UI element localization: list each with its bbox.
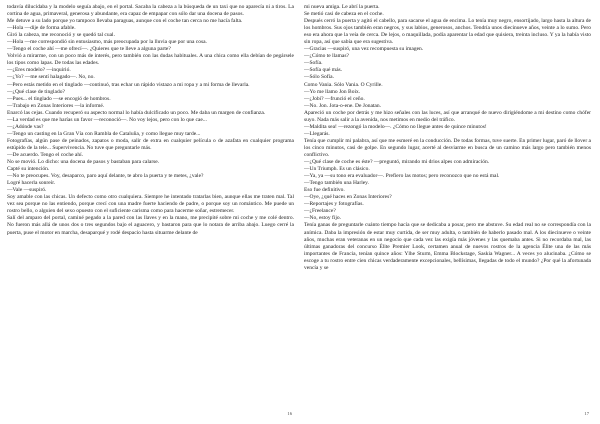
paragraph: —No, estoy fijo. — [304, 215, 341, 222]
paragraph: No se movió. Lo dicho: una docena de pasos y bastaban para calarse. — [7, 159, 160, 166]
paragraph: Salí del amparo del portal, caminé pegado a la pared con las llaves y en la mano, me precipité sobre mi coche y me colé dentro. No fueron más allá de unos dos o tres segundos bajo el aguacero, y bastaron para que lo notara de arriba abajo. Luego cerré la puerta, puse el motor en marcha, desaparqué y rodé despacio hasta situarme delante de — [7, 215, 294, 236]
paragraph: —Pero estás metido en el tinglado —continuó, tras echar un rápido vistazo a mi ropa y a mi forma de llevarla. — [7, 81, 250, 88]
paragraph: Se metió casi de cabeza en el coche. — [304, 11, 384, 18]
paragraph: Fotografías, algún pase de peinados, zapatos o moda, salir de extra en cualquier película o de azafata en cualquier programa estúpido de la tele... Supervivencia. No tuve que preguntarle más. — [7, 137, 294, 151]
paragraph: Logré hacerla sonreír. — [7, 180, 56, 187]
paragraph: —¿Qué clase de coche es éste? —preguntó, mirando mi drios alpes con admiración. — [304, 159, 490, 166]
paragraph: —Un Triumph. Es un clásico. — [304, 166, 370, 173]
paragraph: —De acuerdo. Tengo el coche ahí. — [7, 151, 84, 158]
paragraph: —La verdad es que me harías un favor —reconoció—. No voy lejos, pero con lo que cae... — [7, 116, 207, 123]
left-page-text — [7, 4, 294, 237]
paragraph: —Sólo Sofía. — [304, 74, 334, 81]
paragraph: Tenía ganas de preguntarle cuánto tiempo hacía que se dedicaba a posar, pero me abstuve. Su edad real no se correspondía con la anímica. Daba la impresión de estar muy curtida, de ser muy adulta, o también de haberlo pasado mal. A los diecinueve o veinte años, muchas eran veteranas en un negocio que cada vez las exigía más jóvenes y las quemaba antes. Si no recordaba mal, las últimas ganadoras del concurso Élite Premier Look, certamen anual de nuevos rostros de la agencia Élite una de las más importantes de Francia, tenían quince años: Ylhe Sturm, Emma Blockstage, Saskia Wagner... A veces yo alucinaba. ¿Cómo se escoge a tu rostro entre cien chicas verdaderamente excepcionales, bellísimas, llegadas de todo el mundo? ¿Por qué la afortunada vencía y se — [304, 222, 591, 271]
paragraph: —No te preocupes. Voy, desaparco, paro aquí delante, te abro la puerta y te metes, ¿vale? — [7, 173, 204, 180]
paragraph: Giró la cabeza, me reconoció y se quedó tal cual. — [7, 32, 115, 39]
paragraph: —¿Eres modelo? —inquirió. — [7, 67, 71, 74]
paragraph: Me detuve a su lado porque yo tampoco llevaba paraguas, aunque con el coche tan cerca no me hacía falta. — [7, 18, 243, 25]
paragraph: Volvió a mirarme, con un poco más de interés, pero también con las dudas habituales. A una chica como ella debían de pegársele los tipos como lapas. De todas las edades. — [7, 53, 294, 67]
paragraph: —Tengo también una Harley. — [304, 180, 369, 187]
paragraph: Soy amable con las chicas. Un defecto como otro cualquiera. Siempre he intentado tratarlas bien, aunque ellas me traten mal. Tal vez sea porque no las entiendo, porque crecí con una madre fuerte haciendo de padre, o porque soy un romántico. Me puede un rostro bello, o alguien del sexo opuesto con el suficiente carisma como para hacerme soñar, estremecer. — [7, 194, 294, 215]
paragraph: todavía dilucidaba y la modelo seguía abajo, en el portal. Sacaba la cabeza a la búsqueda de un taxi que no aparecía ni a tiros. La cortina de agua, primaveral, generosa y abundante, era capaz de empapar con sólo dar una docena de pasos. — [7, 4, 294, 18]
paragraph: Después cerró la puerta y agitó el cabello, para sacarse el agua de encima. Lo tenía muy negro, ensortijado, largo hasta la altura de los hombros. Sus ojos también eran negros, y sus labios, generosos, anchos. Tendría unos diecinueve años, veinte a lo sumo. Pero eso era ahora que la veía de cerca. De lejos, o maquillada, podía aparentar la edad que quisiera, treinta incluso. Y ya la había visto sin ropa, así que sabía que era sugestiva. — [304, 18, 591, 46]
paragraph: —Hola —dije de forma afable. — [7, 25, 76, 32]
paragraph: —Sofía. — [304, 60, 323, 67]
right-page-text — [304, 4, 591, 272]
paragraph: —Oye, ¿qué haces en Zonas Interiores? — [304, 194, 392, 201]
paragraph: —¿Cómo te llamas? — [304, 53, 349, 60]
paragraph: —Yo me llamo Jon Boix. — [304, 88, 361, 95]
paragraph: Como Vania. Sólo Vania. O Cyrille. — [304, 81, 383, 88]
paragraph: —Reportajes y fotografías. — [304, 201, 364, 208]
paragraph: —¿Adónde vas? — [7, 123, 44, 130]
paragraph: Apareció un coche por detrás y me hizo señales con las luces, así que arranqué de nuevo dirigiéndome a mi destino como chófer suyo. Nada más salir a la avenida, nos metimos en medio del tráfico. — [304, 109, 591, 123]
paragraph: —¿Yo? —me sentí halagado—. No, no. — [7, 74, 95, 81]
paragraph: Eso fue definitivo. — [304, 187, 345, 194]
paragraph: —Pues... el tinglado —se encogió de hombros. — [7, 95, 111, 102]
paragraph: —Tengo el coche ahí —me ofrecí—. ¿Quieres que te lleve a alguna parte? — [7, 46, 171, 53]
paragraph: —No. Jon. Jota-o-ene. De Jonatan. — [304, 102, 381, 109]
paragraph: —Ya, ya —su tono era evaluador—. Prefiero las motos; pero reconozco que no está mal. — [304, 173, 500, 180]
paragraph: —Trabajo en Zonas Interiores —la informé. — [7, 102, 105, 109]
paragraph: —Maldita sea! —rezongó la modelo—. ¿Cómo no llegue antes de quince minutos! — [304, 123, 487, 130]
paragraph: —Llegarás. — [304, 130, 330, 137]
paragraph: —¿Jobi? —frunció el ceño. — [304, 95, 365, 102]
paragraph: —Vale —suspiró. — [7, 187, 47, 194]
paragraph: Capté su intención. — [7, 166, 50, 173]
paragraph: —Tengo un casting en la Gran Vía con Rambla de Cataluña, y como llegue muy tarde... — [7, 130, 201, 137]
paragraph: —Gracias —suspiró, una vez recompuesta su imagen. — [304, 46, 424, 53]
paragraph: —¿Freelance? — [304, 208, 336, 215]
paragraph: Tenía que cumplir mi palabra, así que me esmeré en la conducción. De todas formas, tuve suerte. En primer lugar, paró de llover a los cinco minutos, casi de golpe. En segundo lugar, acerté al desviarme en busca de un camino más largo pero también menos conflictivo. — [304, 137, 591, 158]
page-number: 16 — [287, 411, 292, 416]
paragraph: —Hola —me correspondió sin entusiasmo, más preocupada por la lluvia que por una cosa. — [7, 39, 207, 46]
paragraph: mi nueva amiga. Le abrí la puerta. — [304, 4, 380, 10]
right-page — [304, 4, 591, 416]
left-page — [7, 4, 294, 416]
paragraph: —Sofía qué más. — [304, 67, 343, 74]
page-number: 17 — [584, 411, 589, 416]
paragraph: Enarcó las cejas. Cuando recuperó su aspecto normal lo había dulcificado un poco. Me daba un margen de confianza. — [7, 109, 266, 116]
paragraph: —¿Qué clase de tinglado? — [7, 88, 65, 95]
